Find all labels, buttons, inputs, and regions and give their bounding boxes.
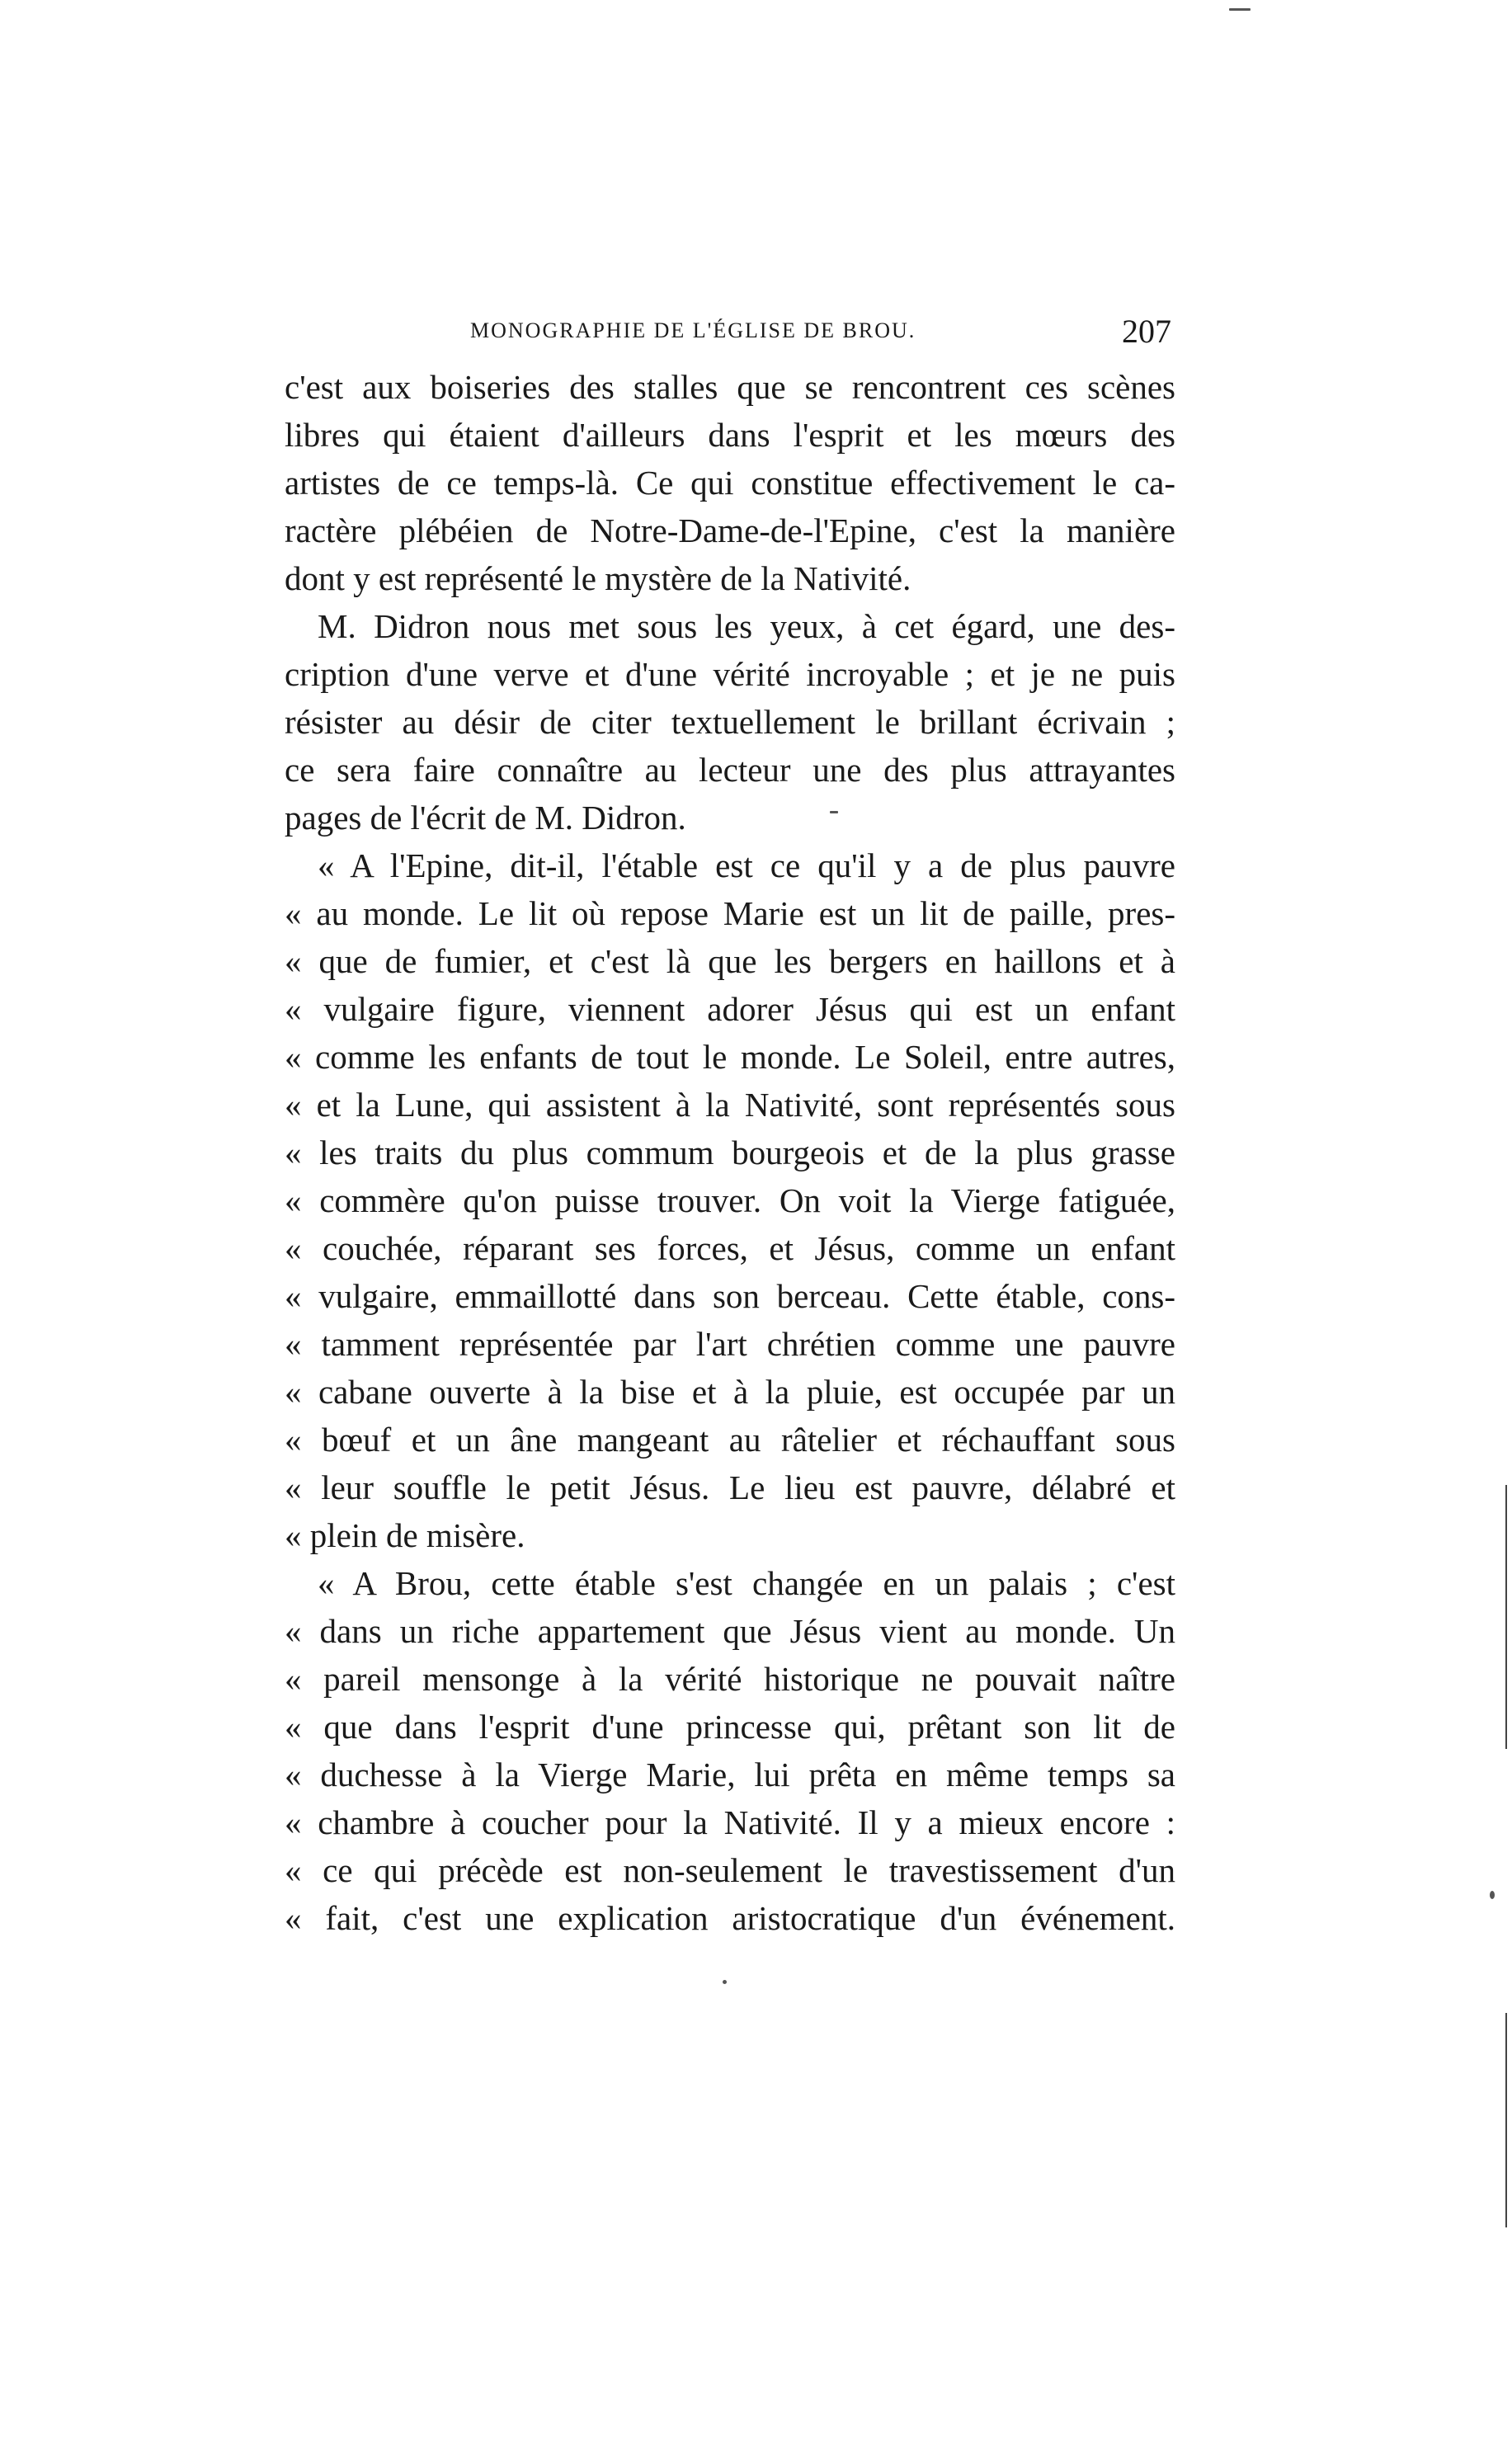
text-line: cription d'une verve et d'une vérité incroyable ; et je ne puis xyxy=(285,655,1175,693)
running-head xyxy=(280,312,1171,361)
text-line: dont y est représenté le mystère de la Nativité. xyxy=(285,559,911,597)
scan-gutter-line xyxy=(1505,2013,1507,2227)
quote-line: « bœuf et un âne mangeant au râtelier et réchauffant sous xyxy=(285,1421,1175,1459)
quote-line: « comme les enfants de tout le monde. Le Soleil, entre autres, xyxy=(285,1038,1175,1076)
quote-line: « chambre à coucher pour la Nativité. Il y a mieux encore : xyxy=(285,1803,1175,1841)
quote-line: « pareil mensonge à la vérité historique ne pouvait naître xyxy=(285,1660,1175,1698)
quote-line: « vulgaire figure, viennent adorer Jésus qui est un enfant xyxy=(285,990,1175,1028)
scan-speck xyxy=(1490,1891,1495,1899)
quote-line: « commère qu'on puisse trouver. On voit la Vierge fatiguée, xyxy=(285,1181,1175,1219)
quote-line: « et la Lune, qui assistent à la Nativité, sont représentés sous xyxy=(285,1086,1175,1124)
quote-line: « fait, c'est une explication aristocratique d'un événement. xyxy=(285,1899,1175,1937)
quote-line: « que de fumier, et c'est là que les bergers en haillons et à xyxy=(285,942,1175,980)
text-line: c'est aux boiseries des stalles que se rencontrent ces scènes xyxy=(285,368,1175,406)
text-line: pages de l'écrit de M. Didron. xyxy=(285,799,686,837)
quote-line: « A Brou, cette étable s'est changée en un palais ; c'est xyxy=(318,1564,1175,1602)
quote-line: « dans un riche appartement que Jésus vient au monde. Un xyxy=(285,1612,1175,1650)
quote-line: « couchée, réparant ses forces, et Jésus, comme un enfant xyxy=(285,1229,1175,1267)
quote-line: « duchesse à la Vierge Marie, lui prêta en même temps sa xyxy=(285,1756,1175,1793)
page-number: 207 xyxy=(1122,313,1171,350)
text-line: résister au désir de citer textuellement le brillant écrivain ; xyxy=(285,703,1175,741)
text-line: artistes de ce temps-là. Ce qui constitue effectivement le ca- xyxy=(285,464,1175,502)
text-line: ce sera faire connaître au lecteur une des plus attrayantes xyxy=(285,751,1175,789)
scan-speck xyxy=(1229,8,1251,11)
quote-line: « plein de misère. xyxy=(285,1516,525,1554)
quote-line: « cabane ouverte à la bise et à la pluie, est occupée par un xyxy=(285,1373,1175,1411)
quote-line: « au monde. Le lit où repose Marie est un lit de paille, pres- xyxy=(285,894,1175,932)
quote-line: « les traits du plus commum bourgeois et de la plus grasse xyxy=(285,1134,1175,1171)
scan-speck xyxy=(723,1980,727,1984)
quote-line: « A l'Epine, dit-il, l'étable est ce qu'il y a de plus pauvre xyxy=(318,846,1175,884)
quote-line: « tamment représentée par l'art chrétien comme une pauvre xyxy=(285,1325,1175,1363)
scan-gutter-line xyxy=(1505,1485,1507,1749)
scan-speck xyxy=(830,811,838,813)
quote-line: « ce qui précède est non-seulement le travestissement d'un xyxy=(285,1851,1175,1889)
quote-line: « que dans l'esprit d'une princesse qui, prêtant son lit de xyxy=(285,1708,1175,1746)
quote-line: « vulgaire, emmaillotté dans son berceau. Cette étable, cons- xyxy=(285,1277,1175,1315)
quote-line: « leur souffle le petit Jésus. Le lieu est pauvre, délabré et xyxy=(285,1468,1175,1506)
running-title: MONOGRAPHIE DE L'ÉGLISE DE BROU. xyxy=(470,318,916,342)
text-line: M. Didron nous met sous les yeux, à cet égard, une des- xyxy=(318,607,1175,645)
text-line: ractère plébéien de Notre-Dame-de-l'Epine, c'est la manière xyxy=(285,511,1175,549)
text-line: libres qui étaient d'ailleurs dans l'esprit et les mœurs des xyxy=(285,416,1175,454)
body-text xyxy=(285,363,1175,1942)
